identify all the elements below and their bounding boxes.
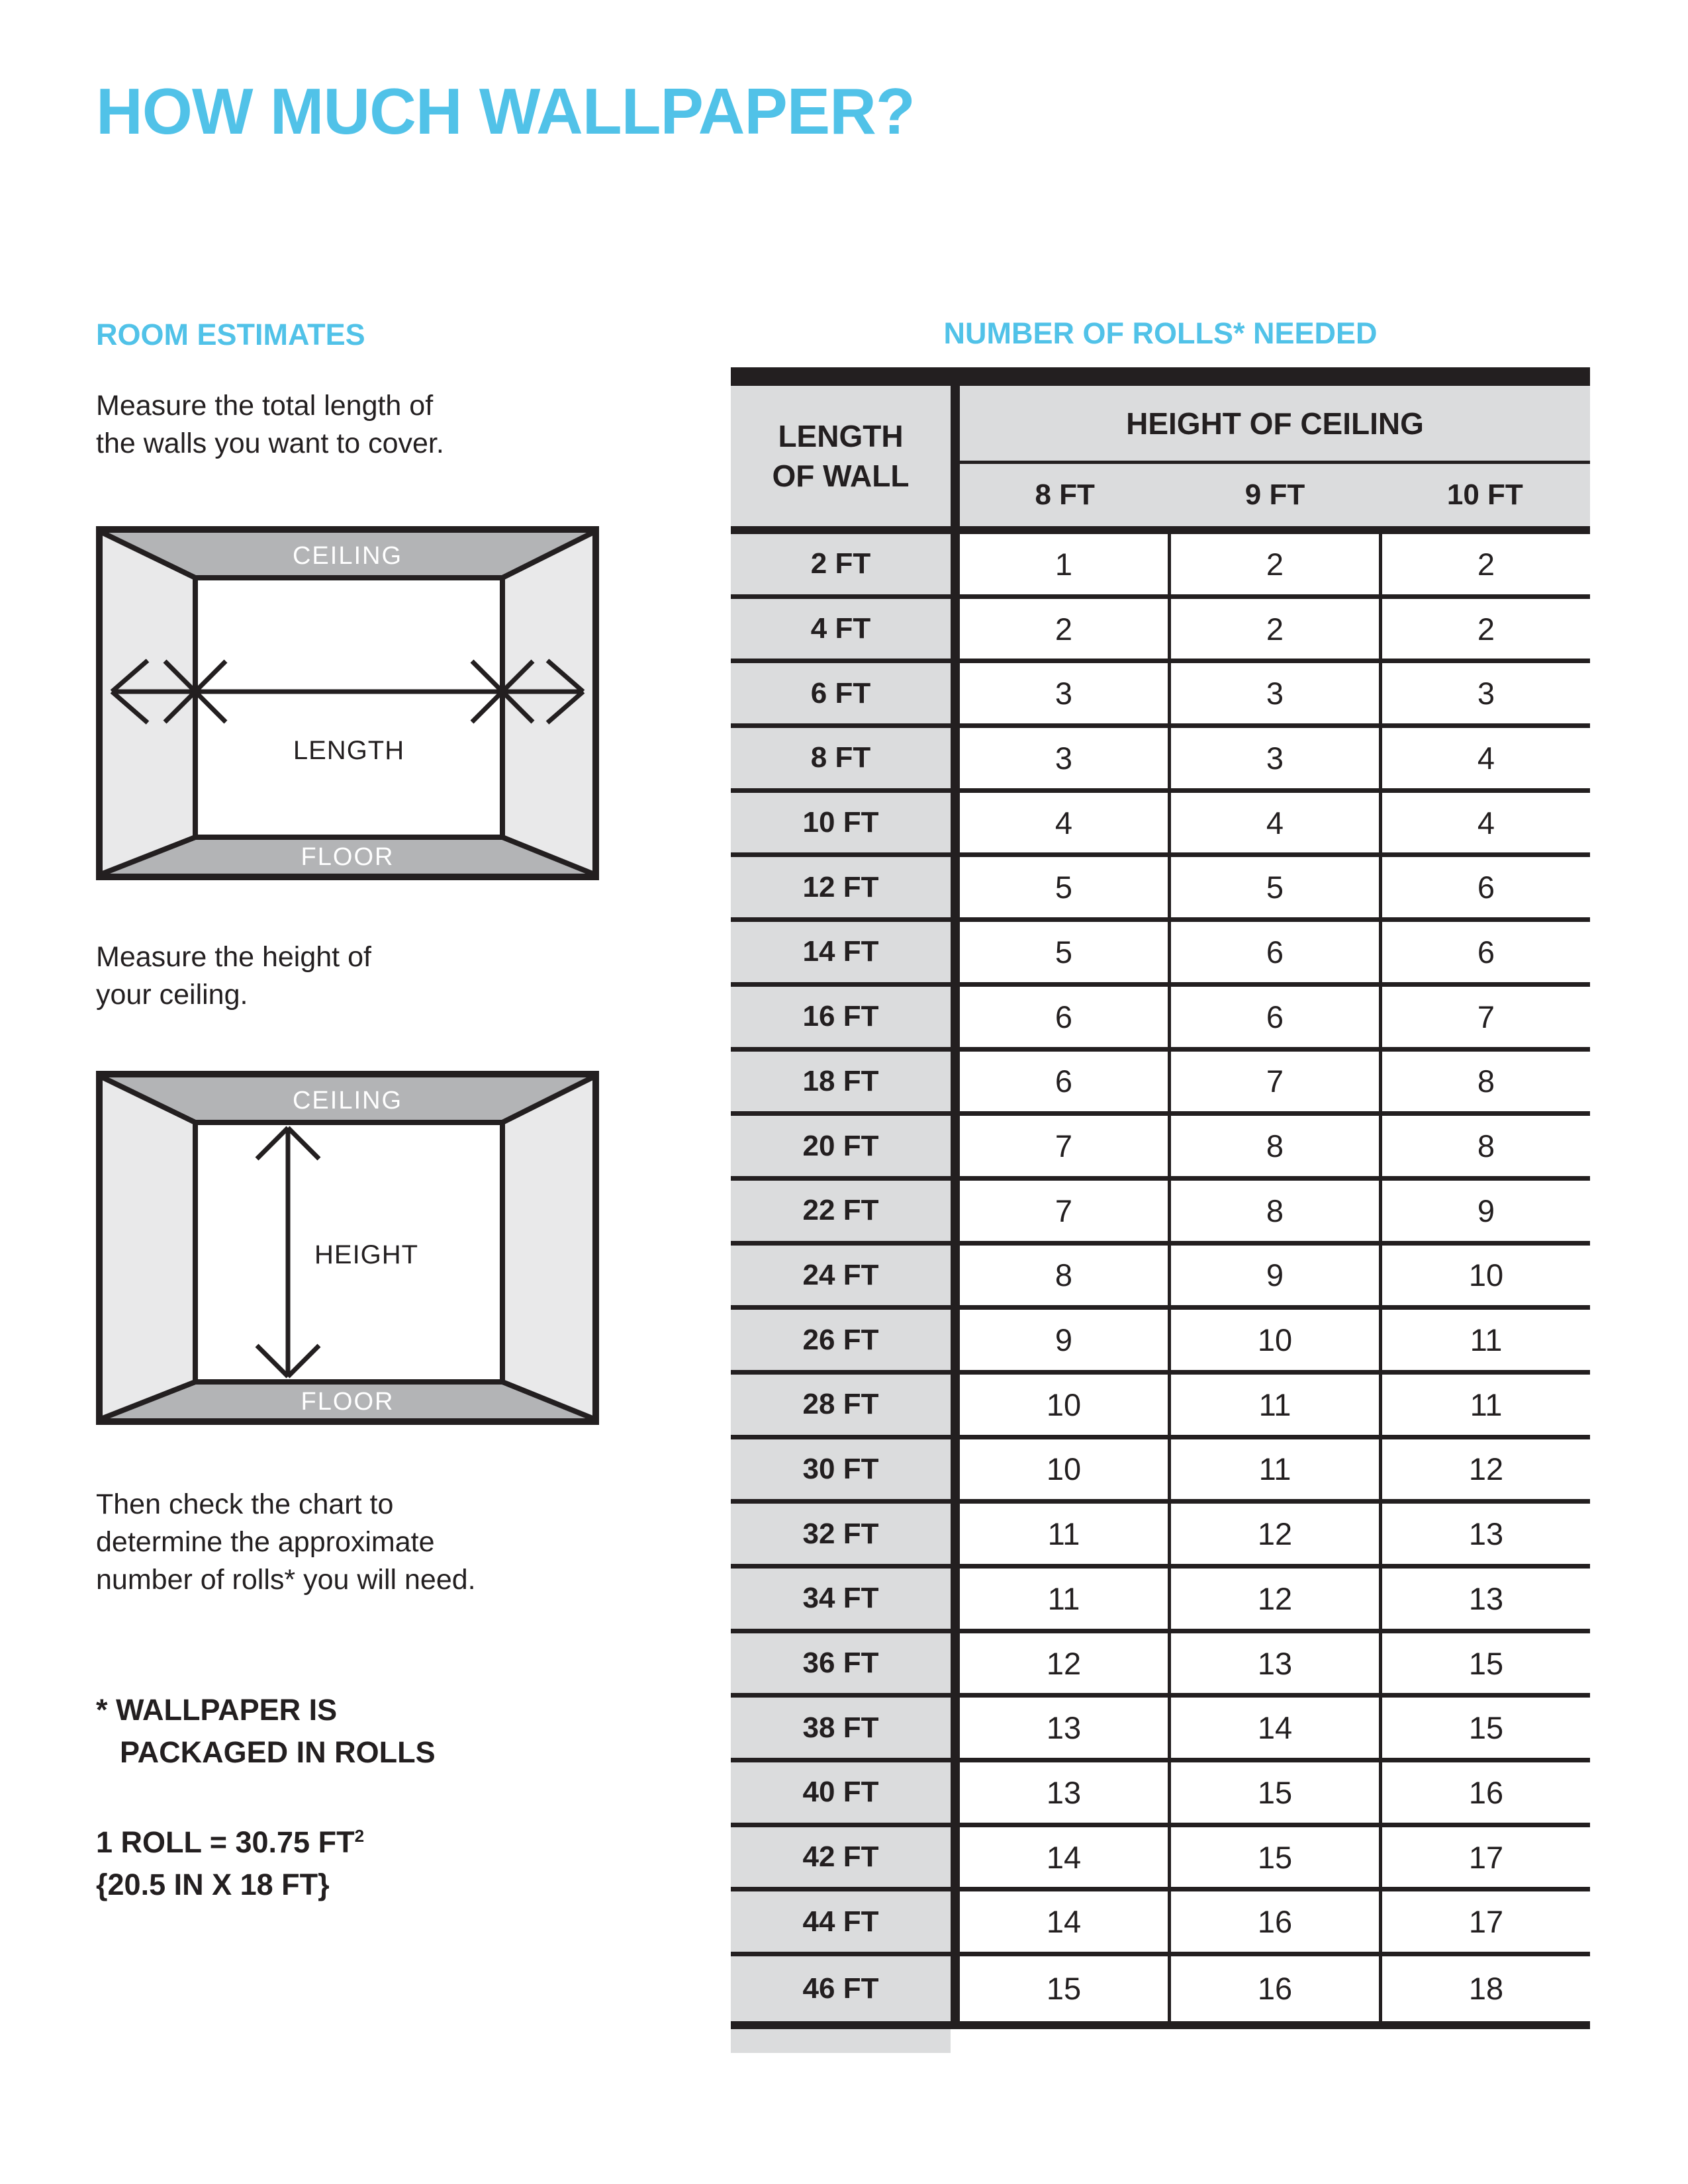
table-row bbox=[731, 599, 1590, 664]
roll-size-info bbox=[96, 1815, 364, 1906]
row-label: 10 FT bbox=[731, 793, 951, 853]
cell-8ft: 10 bbox=[1046, 1451, 1082, 1487]
step3-text bbox=[96, 1486, 476, 1599]
cell-9ft: 6 bbox=[1168, 922, 1379, 982]
row-label: 26 FT bbox=[731, 1310, 951, 1370]
table-row bbox=[731, 1891, 1590, 1956]
footnote-line2: PACKAGED IN ROLLS bbox=[120, 1735, 436, 1769]
table-row bbox=[731, 922, 1590, 987]
row-column-divider bbox=[951, 728, 960, 788]
table-row bbox=[731, 1439, 1590, 1504]
step2-line2: your ceiling. bbox=[96, 979, 248, 1011]
table-row bbox=[731, 987, 1590, 1052]
table-row bbox=[731, 534, 1590, 599]
table-row bbox=[731, 1504, 1590, 1569]
table-row bbox=[731, 1246, 1590, 1310]
cell-9ft: 6 bbox=[1168, 987, 1379, 1047]
cell-10ft: 4 bbox=[1379, 728, 1590, 788]
cell-9ft: 15 bbox=[1168, 1762, 1379, 1823]
table-row bbox=[731, 1569, 1590, 1633]
cell-8ft: 11 bbox=[1047, 1516, 1080, 1552]
rolls-footnote bbox=[96, 1689, 436, 1774]
cell-9ft: 8 bbox=[1168, 1181, 1379, 1241]
height-label: HEIGHT bbox=[314, 1240, 419, 1269]
table-row bbox=[731, 1633, 1590, 1698]
row-label: 4 FT bbox=[731, 599, 951, 659]
table-row bbox=[731, 1181, 1590, 1246]
row-label: 14 FT bbox=[731, 922, 951, 982]
cell-9ft: 9 bbox=[1168, 1246, 1379, 1306]
floor-label: FLOOR bbox=[301, 843, 395, 871]
back-wall bbox=[195, 578, 502, 837]
row-column-divider bbox=[951, 1956, 960, 2021]
height-of-ceiling-header bbox=[960, 386, 1590, 526]
cell-9ft: 12 bbox=[1168, 1504, 1379, 1564]
row-column-divider bbox=[951, 987, 960, 1047]
cell-8ft: 13 bbox=[1046, 1710, 1082, 1746]
cell-10ft: 11 bbox=[1379, 1375, 1590, 1435]
row-label: 42 FT bbox=[731, 1827, 951, 1888]
cell-8ft: 8 bbox=[1055, 1257, 1073, 1293]
cell-10ft: 8 bbox=[1379, 1116, 1590, 1176]
table-row bbox=[731, 1310, 1590, 1375]
row-label: 36 FT bbox=[731, 1633, 951, 1694]
step1-line2: the walls you want to cover. bbox=[96, 428, 444, 459]
cell-10ft: 18 bbox=[1379, 1956, 1590, 2021]
cell-9ft: 13 bbox=[1168, 1633, 1379, 1694]
row-label: 44 FT bbox=[731, 1891, 951, 1952]
row-column-divider bbox=[951, 1310, 960, 1370]
cell-10ft: 17 bbox=[1379, 1827, 1590, 1888]
cell-10ft: 15 bbox=[1379, 1633, 1590, 1694]
cell-8ft: 11 bbox=[1047, 1580, 1080, 1616]
row-column-divider bbox=[951, 1375, 960, 1435]
cell-8ft: 3 bbox=[1055, 740, 1073, 776]
cell-8ft: 5 bbox=[1055, 934, 1073, 970]
row-column-divider bbox=[951, 1762, 960, 1823]
cell-9ft: 3 bbox=[1168, 663, 1379, 723]
cell-8ft: 12 bbox=[1046, 1645, 1082, 1681]
cell-10ft: 4 bbox=[1379, 793, 1590, 853]
row-label: 18 FT bbox=[731, 1052, 951, 1112]
row-label: 8 FT bbox=[731, 728, 951, 788]
row-label: 46 FT bbox=[731, 1956, 951, 2021]
step3-line2: determine the approximate bbox=[96, 1526, 435, 1558]
cell-10ft: 9 bbox=[1379, 1181, 1590, 1241]
page-title: HOW MUCH WALLPAPER? bbox=[96, 75, 915, 148]
table-row bbox=[731, 1116, 1590, 1181]
row-column-divider bbox=[951, 1181, 960, 1241]
cell-10ft: 15 bbox=[1379, 1698, 1590, 1758]
cell-10ft: 12 bbox=[1379, 1439, 1590, 1500]
cell-10ft: 10 bbox=[1379, 1246, 1590, 1306]
cell-9ft: 10 bbox=[1168, 1310, 1379, 1370]
cell-8ft: 14 bbox=[1046, 1904, 1082, 1940]
rolls-needed-heading: NUMBER OF ROLLS* NEEDED bbox=[943, 316, 1378, 350]
cell-8ft: 6 bbox=[1055, 1064, 1073, 1099]
cell-8ft: 5 bbox=[1055, 870, 1073, 905]
row-column-divider bbox=[951, 1439, 960, 1500]
table-row bbox=[731, 1956, 1590, 2021]
row-label: 2 FT bbox=[731, 534, 951, 594]
row-label: 38 FT bbox=[731, 1698, 951, 1758]
row-label: 30 FT bbox=[731, 1439, 951, 1500]
step3-line1: Then check the chart to bbox=[96, 1488, 394, 1520]
footnote-line1: * WALLPAPER IS bbox=[96, 1693, 338, 1727]
cell-10ft: 17 bbox=[1379, 1891, 1590, 1952]
length-of-wall-line1: LENGTH bbox=[778, 419, 904, 453]
cell-10ft: 11 bbox=[1379, 1310, 1590, 1370]
cell-10ft: 7 bbox=[1379, 987, 1590, 1047]
room-length-diagram bbox=[96, 526, 599, 880]
ceiling-label: CEILING bbox=[292, 542, 403, 570]
row-label: 6 FT bbox=[731, 663, 951, 723]
rolls-table bbox=[731, 367, 1590, 2053]
table-body bbox=[731, 534, 1590, 2021]
cell-8ft: 7 bbox=[1055, 1193, 1073, 1228]
col-header-9ft: 9 FT bbox=[1244, 478, 1305, 511]
cell-8ft: 3 bbox=[1055, 676, 1073, 711]
roll-size-superscript: 2 bbox=[354, 1826, 365, 1846]
header-bottom-bar bbox=[731, 526, 1590, 534]
table-row bbox=[731, 793, 1590, 858]
row-label: 16 FT bbox=[731, 987, 951, 1047]
row-column-divider bbox=[951, 1504, 960, 1564]
cell-10ft: 13 bbox=[1379, 1569, 1590, 1629]
row-column-divider bbox=[951, 534, 960, 594]
row-label: 22 FT bbox=[731, 1181, 951, 1241]
right-wall-surface bbox=[502, 1077, 592, 1418]
row-column-divider bbox=[951, 1052, 960, 1112]
room-estimates-heading: ROOM ESTIMATES bbox=[96, 318, 365, 351]
cell-9ft: 8 bbox=[1168, 1116, 1379, 1176]
row-column-divider bbox=[951, 1569, 960, 1629]
row-label: 40 FT bbox=[731, 1762, 951, 1823]
row-column-divider bbox=[951, 793, 960, 853]
row-label: 34 FT bbox=[731, 1569, 951, 1629]
cell-9ft: 11 bbox=[1168, 1375, 1379, 1435]
cell-9ft: 12 bbox=[1168, 1569, 1379, 1629]
cell-9ft: 2 bbox=[1168, 599, 1379, 659]
ceiling-height-columns bbox=[960, 464, 1590, 526]
cell-10ft: 2 bbox=[1379, 534, 1590, 594]
cell-10ft: 6 bbox=[1379, 857, 1590, 917]
length-of-wall-header bbox=[731, 386, 951, 526]
step1-line1: Measure the total length of bbox=[96, 390, 434, 422]
row-column-divider bbox=[951, 663, 960, 723]
table-header bbox=[731, 386, 1590, 526]
cell-8ft: 2 bbox=[1055, 611, 1073, 647]
row-column-divider bbox=[951, 1827, 960, 1888]
left-wall-surface bbox=[103, 1077, 195, 1418]
row-label: 12 FT bbox=[731, 857, 951, 917]
step3-line3: number of rolls* you will need. bbox=[96, 1564, 476, 1596]
row-column-divider bbox=[951, 1116, 960, 1176]
cell-10ft: 13 bbox=[1379, 1504, 1590, 1564]
row-column-divider bbox=[951, 857, 960, 917]
cell-8ft: 13 bbox=[1046, 1774, 1082, 1810]
row-column-divider bbox=[951, 922, 960, 982]
cell-9ft: 7 bbox=[1168, 1052, 1379, 1112]
cell-9ft: 15 bbox=[1168, 1827, 1379, 1888]
table-gray-tail bbox=[731, 2029, 951, 2053]
row-label: 24 FT bbox=[731, 1246, 951, 1306]
step2-text bbox=[96, 938, 371, 1014]
table-row bbox=[731, 1052, 1590, 1116]
roll-size-text: 1 ROLL = 30.75 FT bbox=[96, 1825, 355, 1859]
row-label: 28 FT bbox=[731, 1375, 951, 1435]
floor-label: FLOOR bbox=[301, 1388, 395, 1416]
table-row bbox=[731, 1698, 1590, 1762]
cell-8ft: 4 bbox=[1055, 805, 1073, 841]
cell-9ft: 4 bbox=[1168, 793, 1379, 853]
cell-8ft: 15 bbox=[1046, 1971, 1082, 2007]
row-label: 20 FT bbox=[731, 1116, 951, 1176]
header-column-divider bbox=[951, 386, 960, 526]
cell-9ft: 5 bbox=[1168, 857, 1379, 917]
cell-9ft: 11 bbox=[1168, 1439, 1379, 1500]
length-of-wall-line2: OF WALL bbox=[772, 459, 910, 493]
cell-10ft: 2 bbox=[1379, 599, 1590, 659]
row-column-divider bbox=[951, 1891, 960, 1952]
row-column-divider bbox=[951, 1246, 960, 1306]
col-header-10ft: 10 FT bbox=[1446, 478, 1523, 511]
cell-8ft: 14 bbox=[1046, 1839, 1082, 1875]
room-height-diagram bbox=[96, 1071, 599, 1425]
row-column-divider bbox=[951, 1698, 960, 1758]
cell-10ft: 6 bbox=[1379, 922, 1590, 982]
height-of-ceiling-label: HEIGHT OF CEILING bbox=[1126, 406, 1424, 441]
cell-9ft: 2 bbox=[1168, 534, 1379, 594]
cell-8ft: 1 bbox=[1055, 546, 1073, 582]
cell-9ft: 16 bbox=[1168, 1956, 1379, 2021]
cell-9ft: 14 bbox=[1168, 1698, 1379, 1758]
length-label: LENGTH bbox=[293, 736, 405, 765]
table-row bbox=[731, 1827, 1590, 1892]
table-row bbox=[731, 1375, 1590, 1439]
cell-10ft: 8 bbox=[1379, 1052, 1590, 1112]
col-header-8ft: 8 FT bbox=[1035, 478, 1095, 511]
row-column-divider bbox=[951, 599, 960, 659]
cell-10ft: 3 bbox=[1379, 663, 1590, 723]
cell-9ft: 3 bbox=[1168, 728, 1379, 788]
cell-8ft: 7 bbox=[1055, 1128, 1073, 1164]
table-row bbox=[731, 663, 1590, 728]
row-column-divider bbox=[951, 1633, 960, 1694]
cell-8ft: 9 bbox=[1055, 1322, 1073, 1358]
table-row bbox=[731, 1762, 1590, 1827]
cell-8ft: 6 bbox=[1055, 999, 1073, 1034]
table-row bbox=[731, 728, 1590, 793]
roll-size-line1 bbox=[96, 1815, 364, 1864]
table-bottom-bar bbox=[731, 2021, 1590, 2029]
row-label: 32 FT bbox=[731, 1504, 951, 1564]
step1-text bbox=[96, 387, 444, 463]
table-top-bar bbox=[731, 367, 1590, 386]
cell-9ft: 16 bbox=[1168, 1891, 1379, 1952]
cell-8ft: 10 bbox=[1046, 1387, 1082, 1422]
cell-10ft: 16 bbox=[1379, 1762, 1590, 1823]
table-row bbox=[731, 857, 1590, 922]
step2-line1: Measure the height of bbox=[96, 941, 371, 973]
roll-size-line2: {20.5 IN X 18 FT} bbox=[96, 1868, 330, 1901]
ceiling-label: CEILING bbox=[292, 1087, 403, 1115]
